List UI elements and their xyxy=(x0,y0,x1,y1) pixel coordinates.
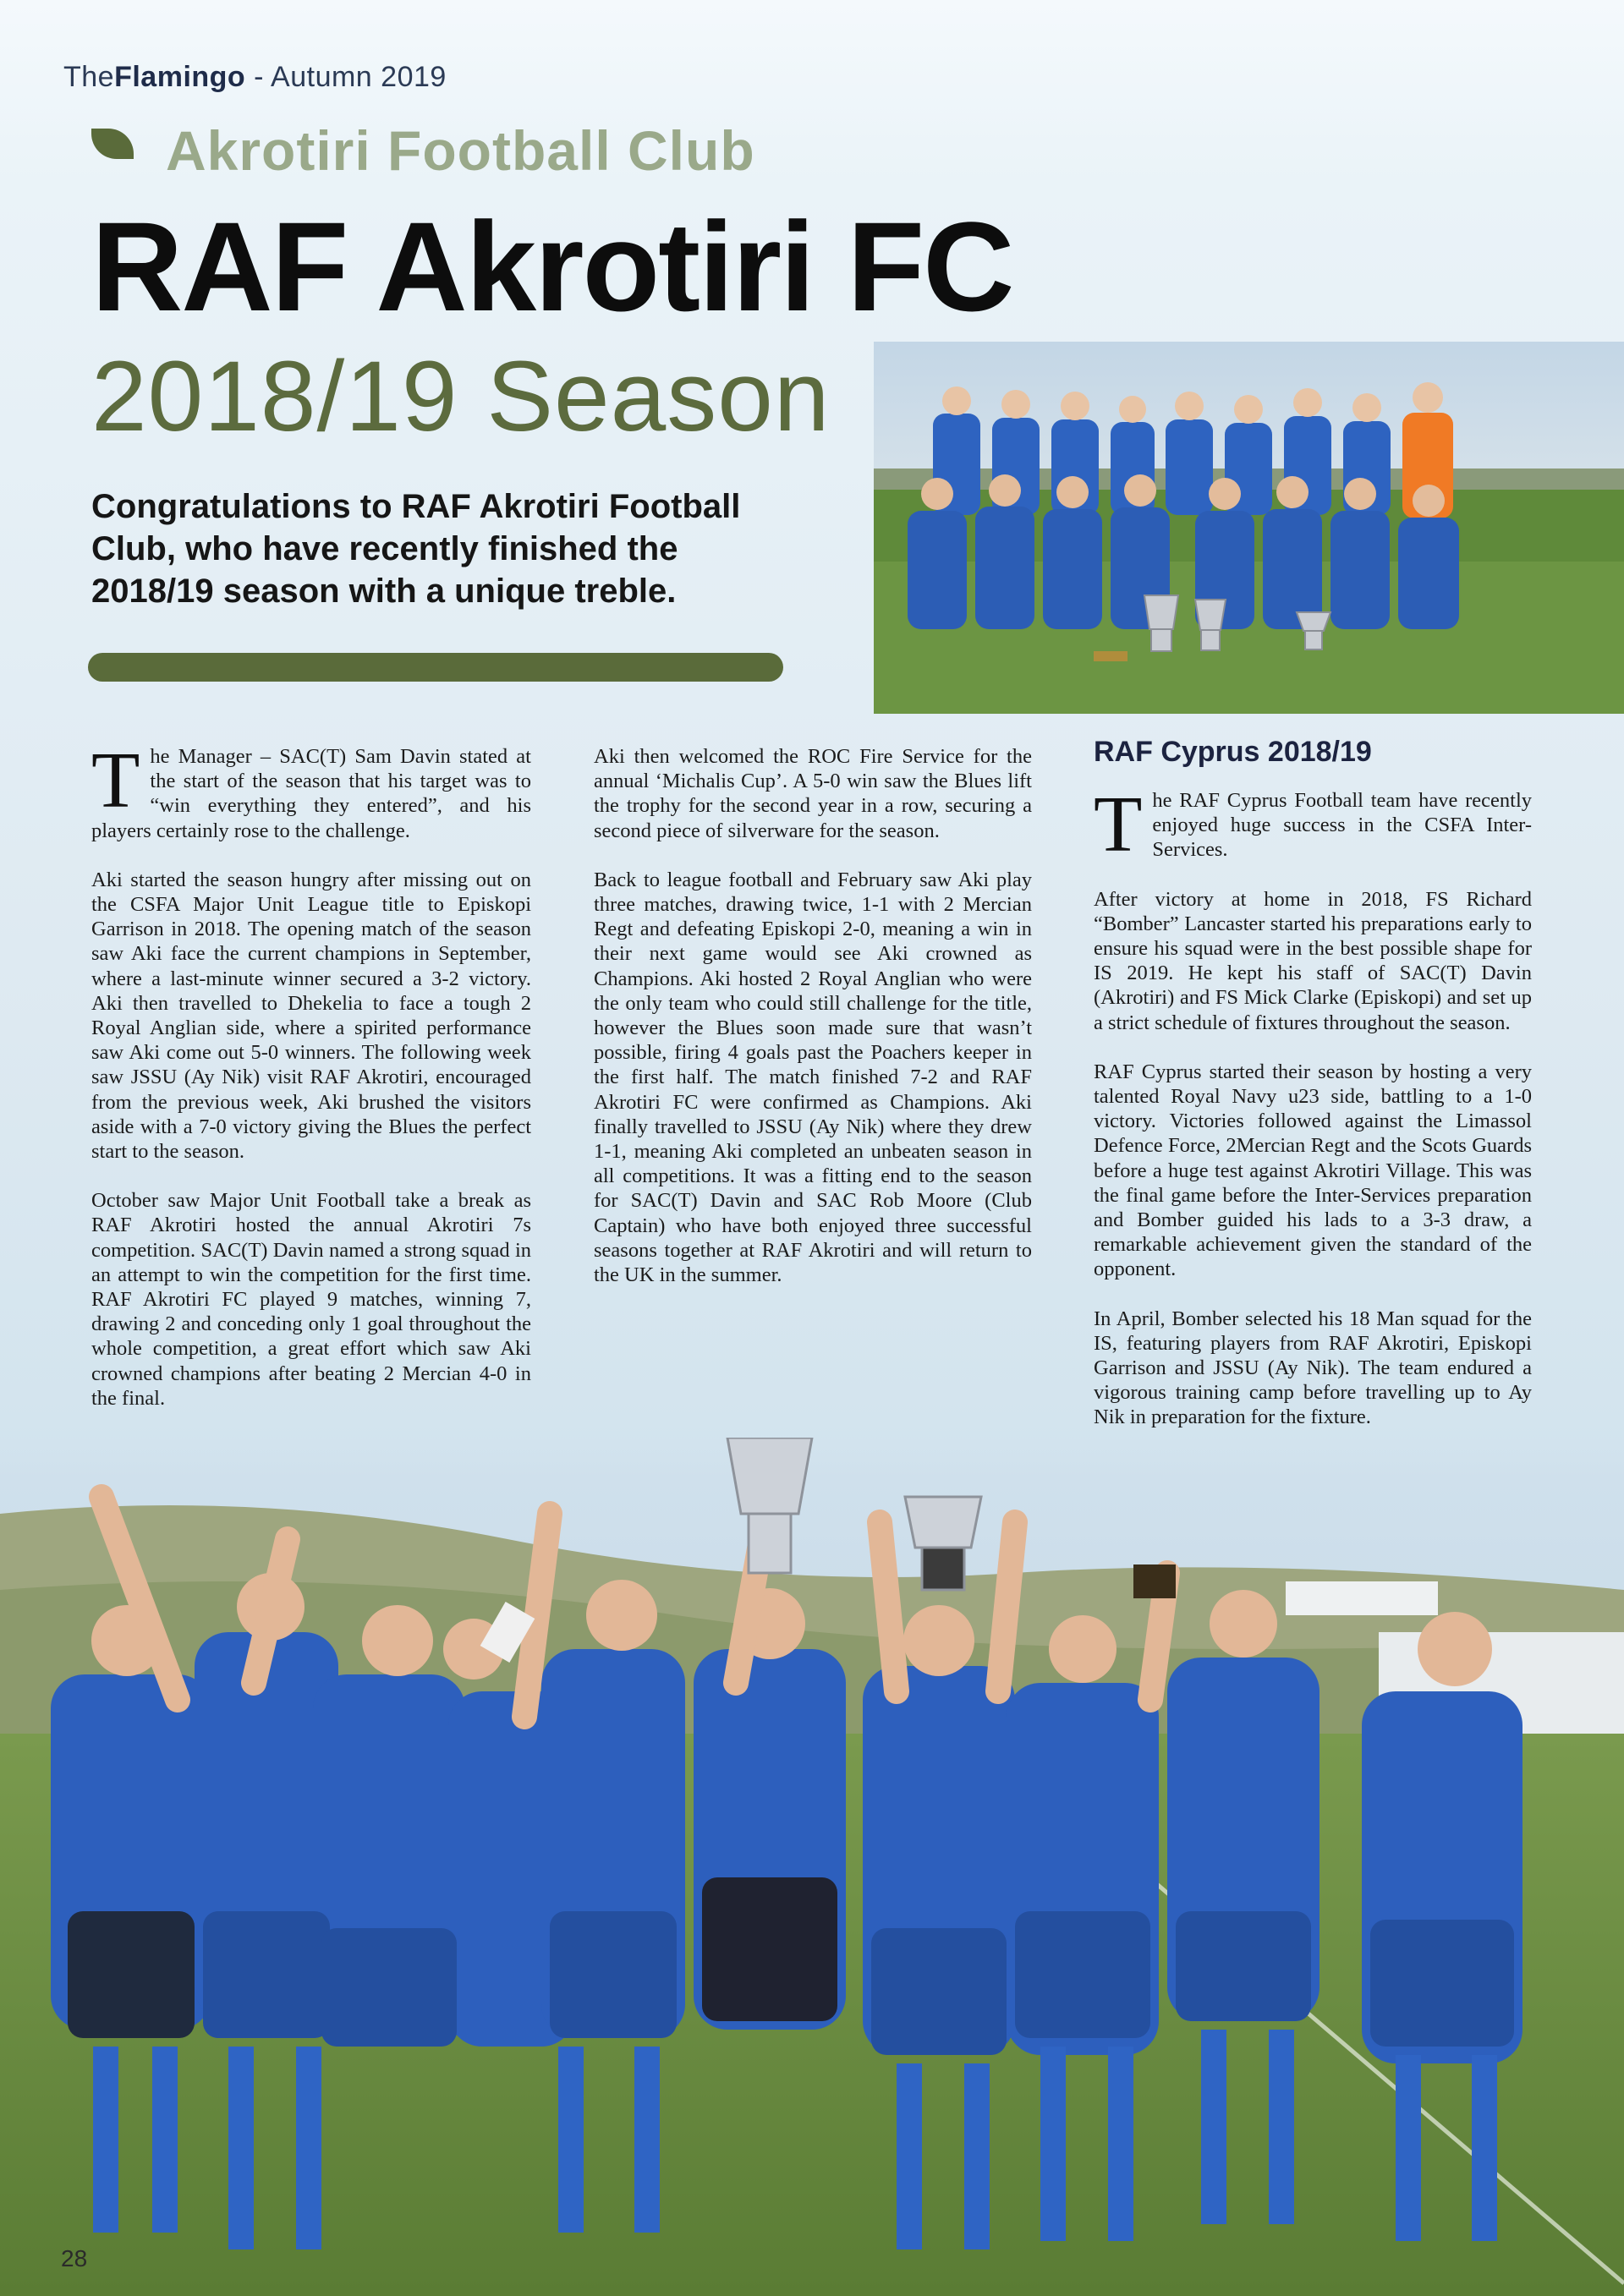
celebration-photo-art xyxy=(0,1438,1624,2296)
paragraph xyxy=(1094,781,1532,869)
article-column-3 xyxy=(1094,781,1532,1455)
paragraph: Back to league football and February saw Aki play three matches, drawing twice, 1-1 with 2 Mercian Regt and defeating Episkopi 2-0, meaning a win in their next game would see Aki crowned as Champions. Aki hosted 2 Royal Anglian who were the only team who could still challenge for the title, however the Blues soon made sure that wasn’t possible, firing 4 goals past the Poachers keeper in the first half. The match finished 7-2 and RAF Akrotiri FC were confirmed as Champions. Aki finally travelled to JSSU (Ay Nik) where they drew 1-1, meaning Aki completed an unbeaten season in all competitions. It was a fitting end to the season for SAC(T) Davin and SAC Rob Moore (Club Captain) who have both enjoyed three successful seasons together at RAF Akrotiri and will return to the UK in the summer. xyxy=(594,868,1032,1287)
paragraph: Aki started the season hungry after missing out on the CSFA Major Unit League title to Episkopi Garrison in 2018. The opening match of the season saw Aki face the current champions in September, where a last-minute winner secured a 3-2 victory. Aki then travelled to Dhekelia to face a tough 2 Royal Anglian side, where a spirited performance saw Aki come out 5-0 winners. The following week saw JSSU (Ay Nik) visit RAF Akrotiri, encouraged from the previous week, Aki brushed the visitors aside with a 7-0 victory giving the Blues the perfect start to the season. xyxy=(91,868,531,1164)
brand-bold: Flamingo xyxy=(114,61,246,93)
paragraph: After victory at home in 2018, FS Richard “Bomber” Lancaster started his preparations early to ensure his squad were in the best possible shape for IS 2019. He kept his staff of SAC(T) Davin (Akrotiri) and FS Mick Clarke (Episkopi) and set up a strict schedule of fixtures throughout the season. xyxy=(1094,887,1532,1034)
page-title: RAF Akrotiri FC xyxy=(91,195,1013,337)
header-separator: - xyxy=(245,61,272,93)
page-number: 28 xyxy=(61,2245,88,2271)
season-title: 2018/19 Season xyxy=(91,341,831,452)
issue-label: Autumn 2019 xyxy=(271,61,447,93)
magazine-header xyxy=(63,61,447,94)
team-photo-art xyxy=(874,342,1624,714)
team-photo xyxy=(874,342,1624,714)
divider-bar xyxy=(88,653,783,682)
paragraph: October saw Major Unit Football take a break as RAF Akrotiri hosted the annual Akrotiri 7s competition. SAC(T) Davin named a strong squad in an attempt to win the competition for the first time. RAF Akrotiri FC played 9 matches, winning 7, drawing 2 and conceding only 1 goal throughout the whole competition, a great effort which saw Aki crowned champions after beating 2 Mercian 4-0 in the final. xyxy=(91,1189,531,1410)
paragraph: Aki then welcomed the ROC Fire Service for the annual ‘Michalis Cup’. A 5-0 win saw the Blues lift the trophy for the second year in a row, securing a second piece of silverware for the season. xyxy=(594,745,1032,842)
celebration-photo xyxy=(0,1438,1624,2296)
intro-text: Congratulations to RAF Akrotiri Football Club, who have recently finished the 2018/19 season with a unique treble. xyxy=(91,488,741,610)
drop-cap: T xyxy=(1094,781,1143,869)
drop-cap: T xyxy=(91,737,140,825)
article-column-1 xyxy=(91,737,531,1435)
paragraph xyxy=(91,737,531,843)
paragraph-text: he RAF Cyprus Football team have recently enjoyed huge success in the CSFA Inter-Services. xyxy=(1152,789,1532,862)
paragraph: RAF Cyprus started their season by hosting a very talented Royal Navy u23 side, battling to a 1-0 victory. Victories followed against the Limassol Defence Force, 2Mercian Regt and the Scots Guards before a huge test against Akrotiri Village. This was the final game before the Inter-Services preparation and Bomber guided his lads to a 3-3 draw, a remarkable achievement given the standard of the opponent. xyxy=(1094,1060,1532,1281)
leaf-icon xyxy=(91,129,134,159)
article-column-2 xyxy=(594,744,1032,1312)
paragraph-text: he Manager – SAC(T) Sam Davin stated at the start of the season that his target was to “win everything they entered”, and his players certainly rose to the challenge. xyxy=(91,745,531,842)
paragraph: In April, Bomber selected his 18 Man squad for the IS, featuring players from RAF Akrotiri, Episkopi Garrison and JSSU (Ay Nik). The team endured a vigorous training camp before travelling up to Ay Nik in preparation for the fixture. xyxy=(1094,1307,1532,1429)
subheading: RAF Cyprus 2018/19 xyxy=(1094,736,1372,768)
brand-light: The xyxy=(63,61,115,93)
section-title: Akrotiri Football Club xyxy=(166,119,755,182)
